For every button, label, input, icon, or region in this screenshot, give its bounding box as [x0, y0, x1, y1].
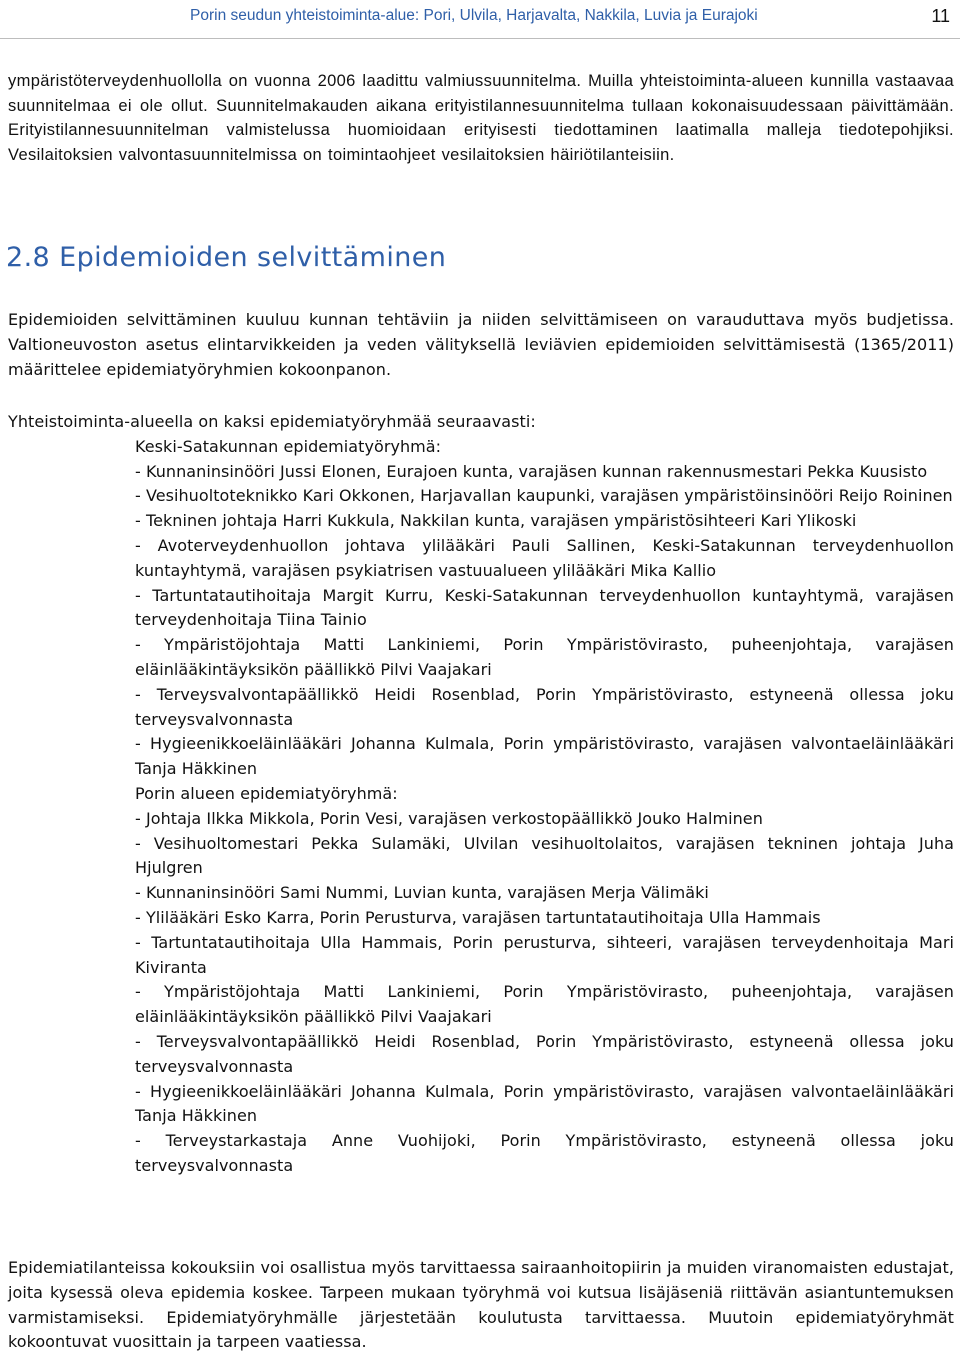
- list-item: - Hygieenikkoeläinlääkäri Johanna Kulmala, Porin ympäristövirasto, varajäsen valvontaeläinlääkäri Tanja Häkkinen: [135, 734, 954, 779]
- list-item: - Ylilääkäri Esko Karra, Porin Perusturva, varajäsen tartuntatautihoitaja Ulla Hammais: [135, 907, 821, 927]
- groups-intro: Yhteistoiminta-alueella on kaksi epidemiatyöryhmää seuraavasti:: [8, 412, 536, 431]
- header-title: Porin seudun yhteistoiminta-alue: Pori, Ulvila, Harjavalta, Nakkila, Luvia ja Eurajoki: [190, 7, 758, 24]
- list-item: - Hygieenikkoeläinlääkäri Johanna Kulmala, Porin ympäristövirasto, varajäsen valvontaeläinlääkäri Tanja Häkkinen: [135, 1081, 954, 1126]
- page-header: [190, 4, 950, 28]
- group1-title: Keski-Satakunnan epidemiatyöryhmä:: [135, 436, 442, 456]
- working-groups: [8, 410, 954, 1179]
- closing-paragraph: Epidemiatilanteissa kokouksiin voi osallistua myös tarvittaessa sairaanhoitopiirin ja muiden viranomaisten edustajat, joita kysessä oleva epidemia koskee. Tarpeen mukaan työryhmä voi kutsua lisäjäseniä riittävän asiantuntemuksen varmistamiseksi. Epidemiatyöryhmälle järjestetään koulutusta tarvittaessa. Muutoin epidemiatyöryhmät kokoontuvat vuosittain ja tarpeen vaatiessa.: [8, 1258, 954, 1352]
- list-item: - Avoterveydenhuollon johtava ylilääkäri Pauli Sallinen, Keski-Satakunnan terveydenhuollon kuntayhtymä, varajäsen psykiatrisen vastuualueen ylilääkäri Mika Kallio: [135, 535, 954, 580]
- list-item: - Johtaja Ilkka Mikkola, Porin Vesi, varajäsen verkostopäällikkö Jouko Halminen: [135, 808, 763, 828]
- list-item: - Tekninen johtaja Harri Kukkula, Nakkilan kunta, varajäsen ympäristösihteeri Kari Ylikoski: [135, 511, 857, 531]
- list-item: - Terveysvalvontapäällikkö Heidi Rosenblad, Porin Ympäristövirasto, estyneenä ollessa joku terveysvalvonnasta: [135, 684, 954, 729]
- list-item: - Kunnaninsinööri Sami Nummi, Luvian kunta, varajäsen Merja Välimäki: [135, 883, 709, 903]
- list-item: - Vesihuoltomestari Pekka Sulamäki, Ulvilan vesihuoltolaitos, varajäsen tekninen johtaja Juha Hjulgren: [135, 833, 954, 878]
- section-paragraph: Epidemioiden selvittäminen kuuluu kunnan tehtäviin ja niiden selvittämiseen on varauduttava myös budjetissa. Valtioneuvoston asetus elintarvikkeiden ja veden välityksellä leviävien epidemioiden selvittämisestä (1365/2011) määrittelee epidemiatyöryhmien kokoonpanon.: [8, 310, 954, 379]
- header-divider: [0, 38, 960, 39]
- list-item: - Tartuntatautihoitaja Margit Kurru, Keski-Satakunnan terveydenhuollon kuntayhtymä, varajäsen terveydenhoitaja Tiina Tainio: [135, 585, 954, 630]
- list-item: - Terveysvalvontapäällikkö Heidi Rosenblad, Porin Ympäristövirasto, estyneenä ollessa joku terveysvalvonnasta: [135, 1031, 954, 1076]
- intro-paragraph: ympäristöterveydenhuollolla on vuonna 2006 laadittu valmiussuunnitelma. Muilla yhteistoiminta-alueen kunnilla vastaavaa suunnitelmaa ei ole ollut. Suunnitelmakauden aikana erityistilannesuunnitelma tullaan kokonaisuudessaan päivittämään. Erityistilannesuunnitelman valmistelussa huomioidaan erityisesti tiedottaminen laatimalla malleja tiedotepohjiksi. Vesilaitoksien valvontasuunnitelmissa on toimintaohjeet vesilaitoksien häiriötilanteisiin.: [8, 72, 954, 164]
- group-list: [8, 435, 954, 1179]
- list-item: - Tartuntatautihoitaja Ulla Hammais, Porin perusturva, sihteeri, varajäsen terveydenhoitaja Mari Kiviranta: [135, 932, 954, 977]
- list-item: - Vesihuoltoteknikko Kari Okkonen, Harjavallan kaupunki, varajäsen ympäristöinsinööri Reijo Roininen: [135, 486, 953, 506]
- page-number: 11: [931, 5, 950, 26]
- list-item: - Ympäristöjohtaja Matti Lankiniemi, Porin Ympäristövirasto, puheenjohtaja, varajäsen eläinlääkintäyksikön päällikkö Pilvi Vaajakari: [135, 982, 954, 1027]
- section-heading: 2.8 Epidemioiden selvittäminen: [6, 242, 447, 273]
- group2-title: Porin alueen epidemiatyöryhmä:: [135, 783, 398, 803]
- list-item: - Ympäristöjohtaja Matti Lankiniemi, Porin Ympäristövirasto, puheenjohtaja, varajäsen eläinlääkintäyksikön päällikkö Pilvi Vaajakari: [135, 635, 954, 679]
- list-item: - Kunnaninsinööri Jussi Elonen, Eurajoen kunta, varajäsen kunnan rakennusmestari Pekka Kuusisto: [135, 461, 928, 481]
- list-item: - Terveystarkastaja Anne Vuohijoki, Porin Ympäristövirasto, estyneenä ollessa joku terveysvalvonnasta: [135, 1131, 954, 1175]
